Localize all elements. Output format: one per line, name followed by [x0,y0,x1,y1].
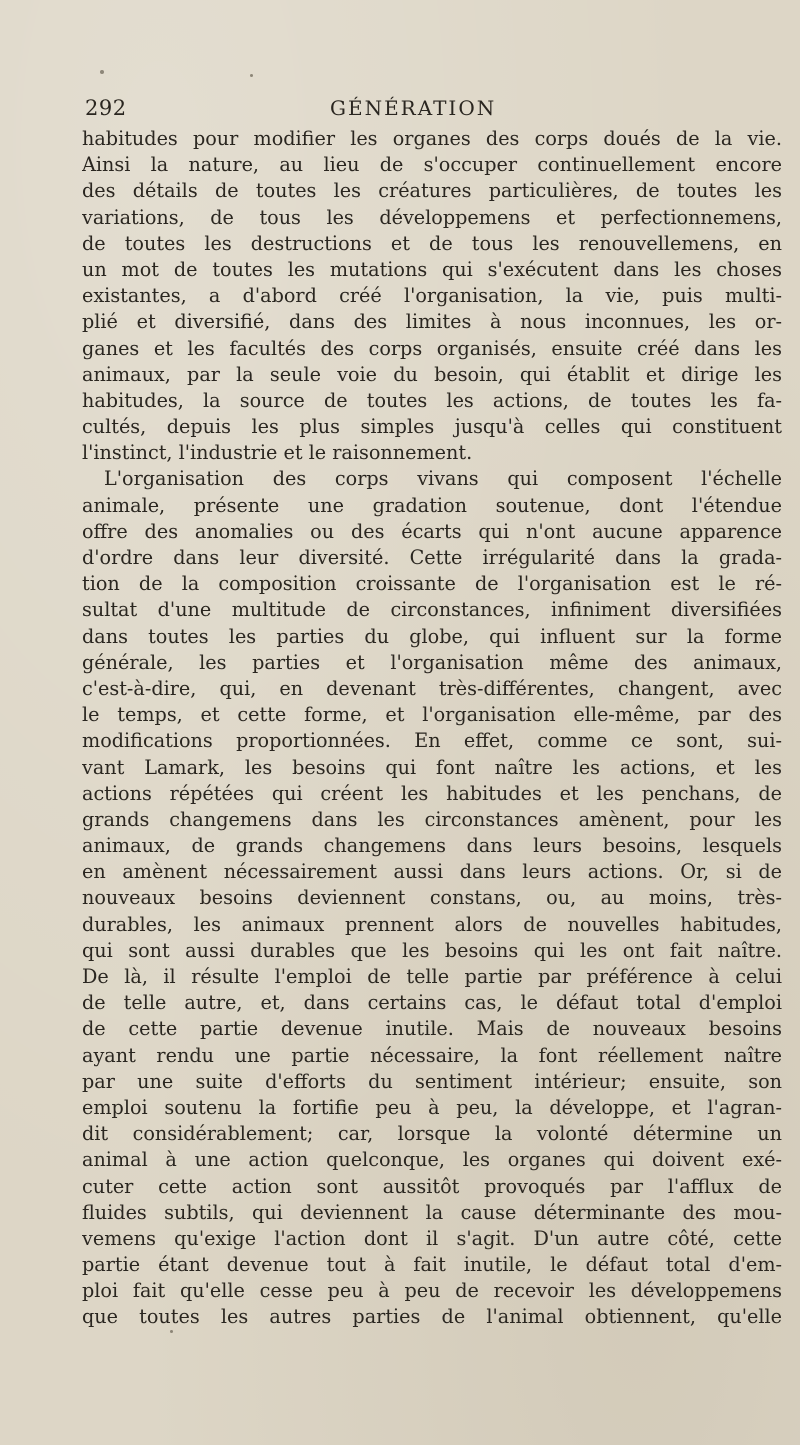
text-line: d'ordre dans leur diversité. Cette irrégularité dans la grada- [82,546,782,569]
text-line: qui sont aussi durables que les besoins qui les ont fait naître. [82,938,782,962]
text-line: durables, les animaux prennent alors de nouvelles habitudes, [82,912,782,936]
text-line: de telle autre, et, dans certains cas, le défaut total d'emploi [82,991,782,1015]
text-line: de toutes les destructions et de tous les renouvellemens, en [82,231,782,255]
text-line: sultat d'une multitude de circonstances, infiniment diversifiées [82,598,782,622]
paper-speck [250,74,253,77]
text-line: dans toutes les parties du globe, qui influent sur la forme [82,624,782,648]
text-line: ayant rendu une partie nécessaire, la font réellement naître [82,1043,782,1067]
text-line: variations, de tous les développemens et perfectionnemens, [82,205,782,229]
text-line: de cette partie devenue inutile. Mais de nouveaux besoins [82,1017,782,1041]
text-line: vant Lamark, les besoins qui font naître les actions, et les [82,755,782,779]
text-line: animaux, de grands changemens dans leurs besoins, lesquels [82,834,782,858]
text-line: partie étant devenue tout à fait inutile, le défaut total d'em- [82,1253,782,1277]
text-line: Ainsi la nature, au lieu de s'occuper continuellement encore [82,153,782,177]
text-line: L'organisation des corps vivans qui composent l'échelle [104,467,782,491]
text-line: générale, les parties et l'organisation même des animaux, [82,650,782,674]
text-line: nouveaux besoins deviennent constans, ou, au moins, très- [82,886,782,910]
text-line: existantes, a d'abord créé l'organisation, la vie, puis multi- [82,284,782,308]
paper-speck [170,1330,173,1333]
text-line: animaux, par la seule voie du besoin, qui établit et dirige les [82,362,782,386]
text-line: plié et diversifié, dans des limites à nous inconnues, les or- [82,310,782,334]
text-line: tion de la composition croissante de l'organisation est le ré- [82,572,782,596]
text-line: en amènent nécessairement aussi dans leurs actions. Or, si de [82,860,782,884]
text-line: modifications proportionnées. En effet, comme ce sont, sui- [82,729,782,753]
text-line: l'instinct, l'industrie et le raisonnement. [82,441,473,465]
text-line: ganes et les facultés des corps organisés, ensuite créé dans les [82,336,782,360]
text-line: cultés, depuis les plus simples jusqu'à celles qui constituent [82,415,782,439]
text-line: emploi soutenu la fortifie peu à peu, la développe, et l'agran- [82,1095,782,1119]
text-line: que toutes les autres parties de l'animal obtiennent, qu'elle [82,1305,782,1329]
text-line: fluides subtils, qui deviennent la cause déterminante des mou- [82,1200,782,1224]
text-line: ploi fait qu'elle cesse peu à peu de recevoir les développemens [82,1279,782,1303]
body-text [82,126,782,1331]
text-line: des détails de toutes les créatures particulières, de toutes les [82,179,782,203]
text-line: grands changemens dans les circonstances amènent, pour les [82,807,782,831]
text-line: De là, il résulte l'emploi de telle partie par préférence à celui [82,965,782,988]
text-line: habitudes, la source de toutes les actions, de toutes les fa- [82,388,782,412]
text-line: vemens qu'exige l'action dont il s'agit. D'un autre côté, cette [82,1226,782,1250]
text-line: cuter cette action sont aussitôt provoqués par l'afflux de [82,1174,782,1198]
text-line: par une suite d'efforts du sentiment intérieur; ensuite, son [82,1069,782,1093]
paper-speck [100,70,104,74]
text-line: c'est-à-dire, qui, en devenant très-différentes, changent, avec [82,676,782,700]
page-number: 292 [85,96,127,120]
running-header [85,96,725,126]
text-line: offre des anomalies ou des écarts qui n'ont aucune apparence [82,519,782,543]
text-line: actions répétées qui créent les habitudes et les penchans, de [82,781,782,805]
running-title: GÉNÉRATION [330,96,497,120]
text-line: animal à une action quelconque, les organes qui doivent exé- [82,1148,782,1172]
text-line: dit considérablement; car, lorsque la volonté détermine un [82,1122,782,1146]
text-line: un mot de toutes les mutations qui s'exécutent dans les choses [82,257,782,281]
text-line: habitudes pour modifier les organes des corps doués de la vie. [82,127,782,150]
text-line: animale, présente une gradation soutenue, dont l'étendue [82,493,782,517]
text-line: le temps, et cette forme, et l'organisation elle-même, par des [82,703,782,727]
